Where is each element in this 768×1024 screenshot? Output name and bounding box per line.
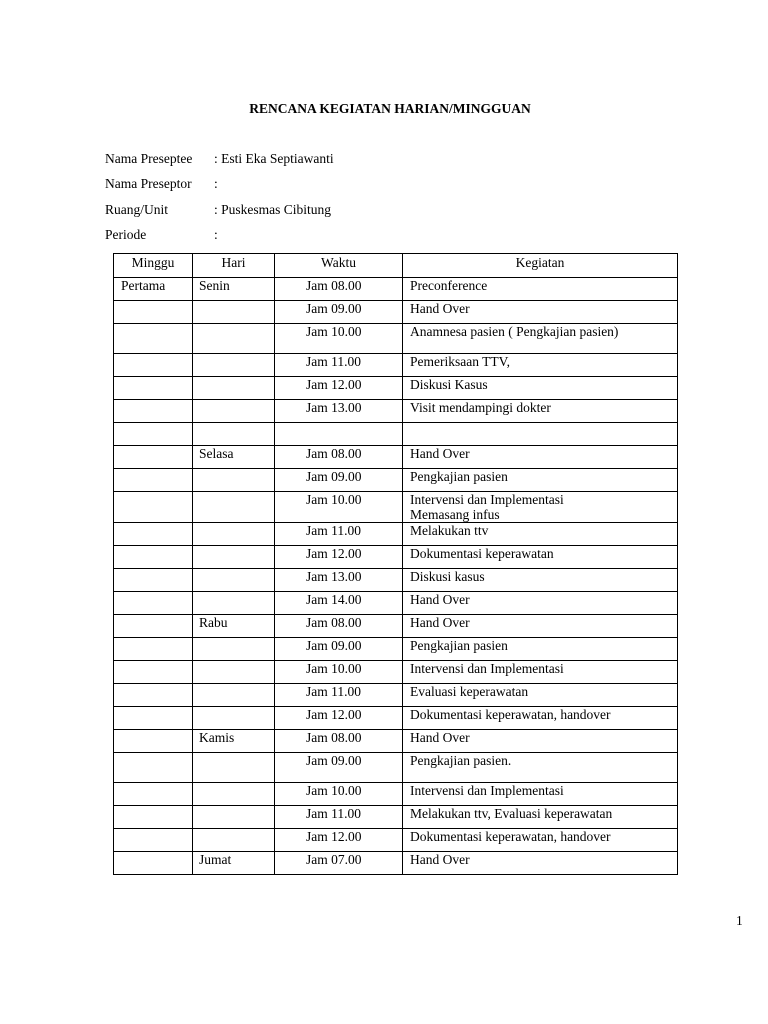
table-row [114,301,678,324]
cell-waktu [275,684,403,707]
cell-waktu-text: Jam 12.00 [306,377,362,392]
cell-kegiatan [403,523,678,546]
cell-minggu [114,569,193,592]
cell-kegiatan-text: Visit mendampingi dokter [410,400,551,415]
cell-kegiatan-text: Preconference [410,278,488,293]
cell-waktu-text: Jam 10.00 [306,661,362,676]
cell-kegiatan-text: Dokumentasi keperawatan [410,546,554,561]
field-value: : Esti Eka Septiawanti [214,151,334,166]
cell-kegiatan-text: Hand Over [410,615,470,630]
cell-kegiatan [403,278,678,301]
cell-waktu-text: Jam 10.00 [306,324,362,339]
cell-kegiatan [403,783,678,806]
cell-minggu [114,324,193,354]
cell-minggu-text: Pertama [121,278,166,293]
table-row [114,707,678,730]
table-row [114,829,678,852]
cell-kegiatan-text: Pemeriksaan TTV, [410,354,510,369]
cell-kegiatan [403,615,678,638]
cell-minggu [114,592,193,615]
cell-hari [193,730,275,753]
cell-hari-text: Jumat [199,852,232,867]
cell-waktu [275,852,403,875]
cell-waktu-text: Jam 13.00 [306,569,362,584]
table-row [114,806,678,829]
cell-kegiatan [403,638,678,661]
table-row [114,684,678,707]
cell-minggu [114,546,193,569]
cell-waktu [275,615,403,638]
cell-kegiatan-text: Hand Over [410,730,470,745]
field-label: Ruang/Unit [105,202,168,217]
cell-kegiatan-text: Pengkajian pasien [410,638,508,653]
field-value: : [214,176,218,191]
cell-waktu [275,278,403,301]
table-row [114,730,678,753]
cell-kegiatan-text: Diskusi kasus [410,569,485,584]
field-label: Nama Preseptee [105,151,193,166]
cell-hari [193,400,275,423]
cell-minggu [114,377,193,400]
table-row [114,661,678,684]
cell-hari-text: Selasa [199,446,234,461]
cell-kegiatan-text: Dokumentasi keperawatan, handover [410,707,611,722]
table-row [114,638,678,661]
cell-waktu [275,661,403,684]
cell-hari [193,324,275,354]
cell-waktu-text: Jam 10.00 [306,492,362,507]
cell-hari [193,377,275,400]
cell-hari [193,753,275,783]
cell-waktu-text: Jam 11.00 [306,684,361,699]
cell-waktu [275,469,403,492]
table-row [114,546,678,569]
cell-waktu [275,707,403,730]
cell-kegiatan-text: Hand Over [410,446,470,461]
cell-hari [193,783,275,806]
cell-hari [193,469,275,492]
table-row [114,446,678,469]
cell-kegiatan-text: Hand Over [410,592,470,607]
table-row [114,569,678,592]
cell-waktu-text: Jam 12.00 [306,546,362,561]
cell-minggu [114,806,193,829]
header-kegiatan: Kegiatan [403,254,678,278]
cell-minggu [114,400,193,423]
cell-waktu [275,638,403,661]
cell-kegiatan [403,661,678,684]
cell-kegiatan-text: Intervensi dan Implementasi [410,783,564,798]
cell-waktu [275,829,403,852]
cell-hari [193,806,275,829]
cell-kegiatan [403,684,678,707]
cell-waktu-text: Jam 13.00 [306,400,362,415]
cell-minggu [114,829,193,852]
cell-kegiatan-text: Dokumentasi keperawatan, handover [410,829,611,844]
table-row [114,377,678,400]
cell-minggu [114,492,193,523]
cell-minggu [114,423,193,446]
table-row [114,592,678,615]
cell-waktu-text: Jam 10.00 [306,783,362,798]
cell-kegiatan [403,707,678,730]
cell-kegiatan-text: Melakukan ttv [410,523,489,538]
cell-kegiatan [403,301,678,324]
cell-waktu [275,569,403,592]
cell-waktu [275,753,403,783]
cell-hari-text: Senin [199,278,230,293]
cell-waktu-text: Jam 09.00 [306,469,362,484]
cell-minggu [114,661,193,684]
cell-kegiatan-text: Pengkajian pasien. [410,753,512,768]
cell-waktu [275,492,403,523]
cell-kegiatan [403,753,678,783]
field-value: : Puskesmas Cibitung [214,202,332,217]
cell-minggu [114,301,193,324]
cell-kegiatan [403,446,678,469]
schedule-table [113,253,678,875]
cell-waktu-text: Jam 09.00 [306,301,362,316]
table-row [114,852,678,875]
cell-kegiatan [403,492,678,523]
cell-hari [193,829,275,852]
cell-minggu [114,852,193,875]
header-minggu: Minggu [114,254,193,278]
cell-minggu [114,469,193,492]
cell-hari [193,492,275,523]
table-row [114,423,678,446]
cell-waktu-text: Jam 11.00 [306,806,361,821]
field-label: Nama Preseptor [105,176,192,191]
cell-waktu-text: Jam 12.00 [306,707,362,722]
cell-waktu-text: Jam 07.00 [306,852,362,867]
cell-waktu-text: Jam 08.00 [306,446,362,461]
cell-minggu [114,446,193,469]
cell-kegiatan-text: Hand Over [410,301,470,316]
cell-hari [193,278,275,301]
cell-waktu [275,324,403,354]
cell-kegiatan [403,546,678,569]
cell-kegiatan [403,730,678,753]
cell-kegiatan [403,469,678,492]
table-row [114,278,678,301]
cell-kegiatan-text: Intervensi dan Implementasi [410,661,564,676]
table-row [114,469,678,492]
cell-waktu-text: Jam 11.00 [306,523,361,538]
table-header-row [114,254,678,278]
cell-hari [193,569,275,592]
cell-kegiatan [403,354,678,377]
cell-kegiatan-text: Pengkajian pasien [410,469,508,484]
cell-minggu [114,638,193,661]
cell-hari [193,684,275,707]
cell-kegiatan [403,423,678,446]
table-row [114,615,678,638]
cell-kegiatan-text-line2: Memasang infus [410,507,500,522]
table-row [114,492,678,523]
cell-kegiatan [403,324,678,354]
cell-hari [193,546,275,569]
cell-waktu [275,446,403,469]
cell-waktu-text: Jam 12.00 [306,829,362,844]
cell-waktu [275,730,403,753]
cell-hari [193,592,275,615]
header-waktu: Waktu [275,254,403,278]
cell-hari [193,638,275,661]
cell-waktu [275,783,403,806]
cell-waktu-text: Jam 09.00 [306,638,362,653]
cell-kegiatan [403,806,678,829]
cell-hari [193,446,275,469]
cell-hari [193,661,275,684]
cell-hari-text: Kamis [199,730,235,745]
cell-hari [193,523,275,546]
cell-waktu [275,523,403,546]
cell-waktu [275,354,403,377]
cell-hari [193,707,275,730]
cell-kegiatan [403,377,678,400]
table-row [114,354,678,377]
document-title: RENCANA KEGIATAN HARIAN/MINGGUAN [249,101,531,116]
cell-waktu-text: Jam 08.00 [306,278,362,293]
cell-kegiatan-text: Melakukan ttv, Evaluasi keperawatan [410,806,613,821]
cell-waktu [275,400,403,423]
table-row [114,400,678,423]
cell-kegiatan-text: Hand Over [410,852,470,867]
cell-minggu [114,684,193,707]
cell-minggu [114,730,193,753]
cell-waktu [275,377,403,400]
cell-hari [193,615,275,638]
cell-waktu-text: Jam 11.00 [306,354,361,369]
cell-waktu-text: Jam 14.00 [306,592,362,607]
cell-minggu [114,615,193,638]
cell-waktu-text: Jam 08.00 [306,615,362,630]
table-row [114,753,678,783]
cell-kegiatan [403,592,678,615]
cell-minggu [114,278,193,301]
cell-waktu [275,423,403,446]
cell-hari [193,301,275,324]
field-label: Periode [105,227,147,242]
cell-minggu [114,783,193,806]
cell-minggu [114,753,193,783]
cell-kegiatan-text: Evaluasi keperawatan [410,684,529,699]
cell-waktu [275,301,403,324]
cell-hari [193,423,275,446]
field-value: : [214,227,218,242]
table-row [114,523,678,546]
cell-minggu [114,523,193,546]
cell-minggu [114,707,193,730]
cell-waktu [275,592,403,615]
cell-hari [193,852,275,875]
cell-waktu [275,806,403,829]
cell-kegiatan-text: Diskusi Kasus [410,377,488,392]
cell-waktu-text: Jam 09.00 [306,753,362,768]
cell-kegiatan [403,829,678,852]
cell-kegiatan [403,400,678,423]
cell-waktu-text: Jam 08.00 [306,730,362,745]
header-hari: Hari [193,254,275,278]
page-number: 1 [736,913,743,928]
table-row [114,324,678,354]
cell-hari [193,354,275,377]
cell-minggu [114,354,193,377]
cell-waktu [275,546,403,569]
cell-kegiatan-text: Intervensi dan Implementasi [410,492,564,507]
cell-kegiatan [403,852,678,875]
table-body [114,278,678,875]
cell-kegiatan-text: Anamnesa pasien ( Pengkajian pasien) [410,324,619,339]
cell-hari-text: Rabu [199,615,228,630]
cell-kegiatan [403,569,678,592]
table-row [114,783,678,806]
